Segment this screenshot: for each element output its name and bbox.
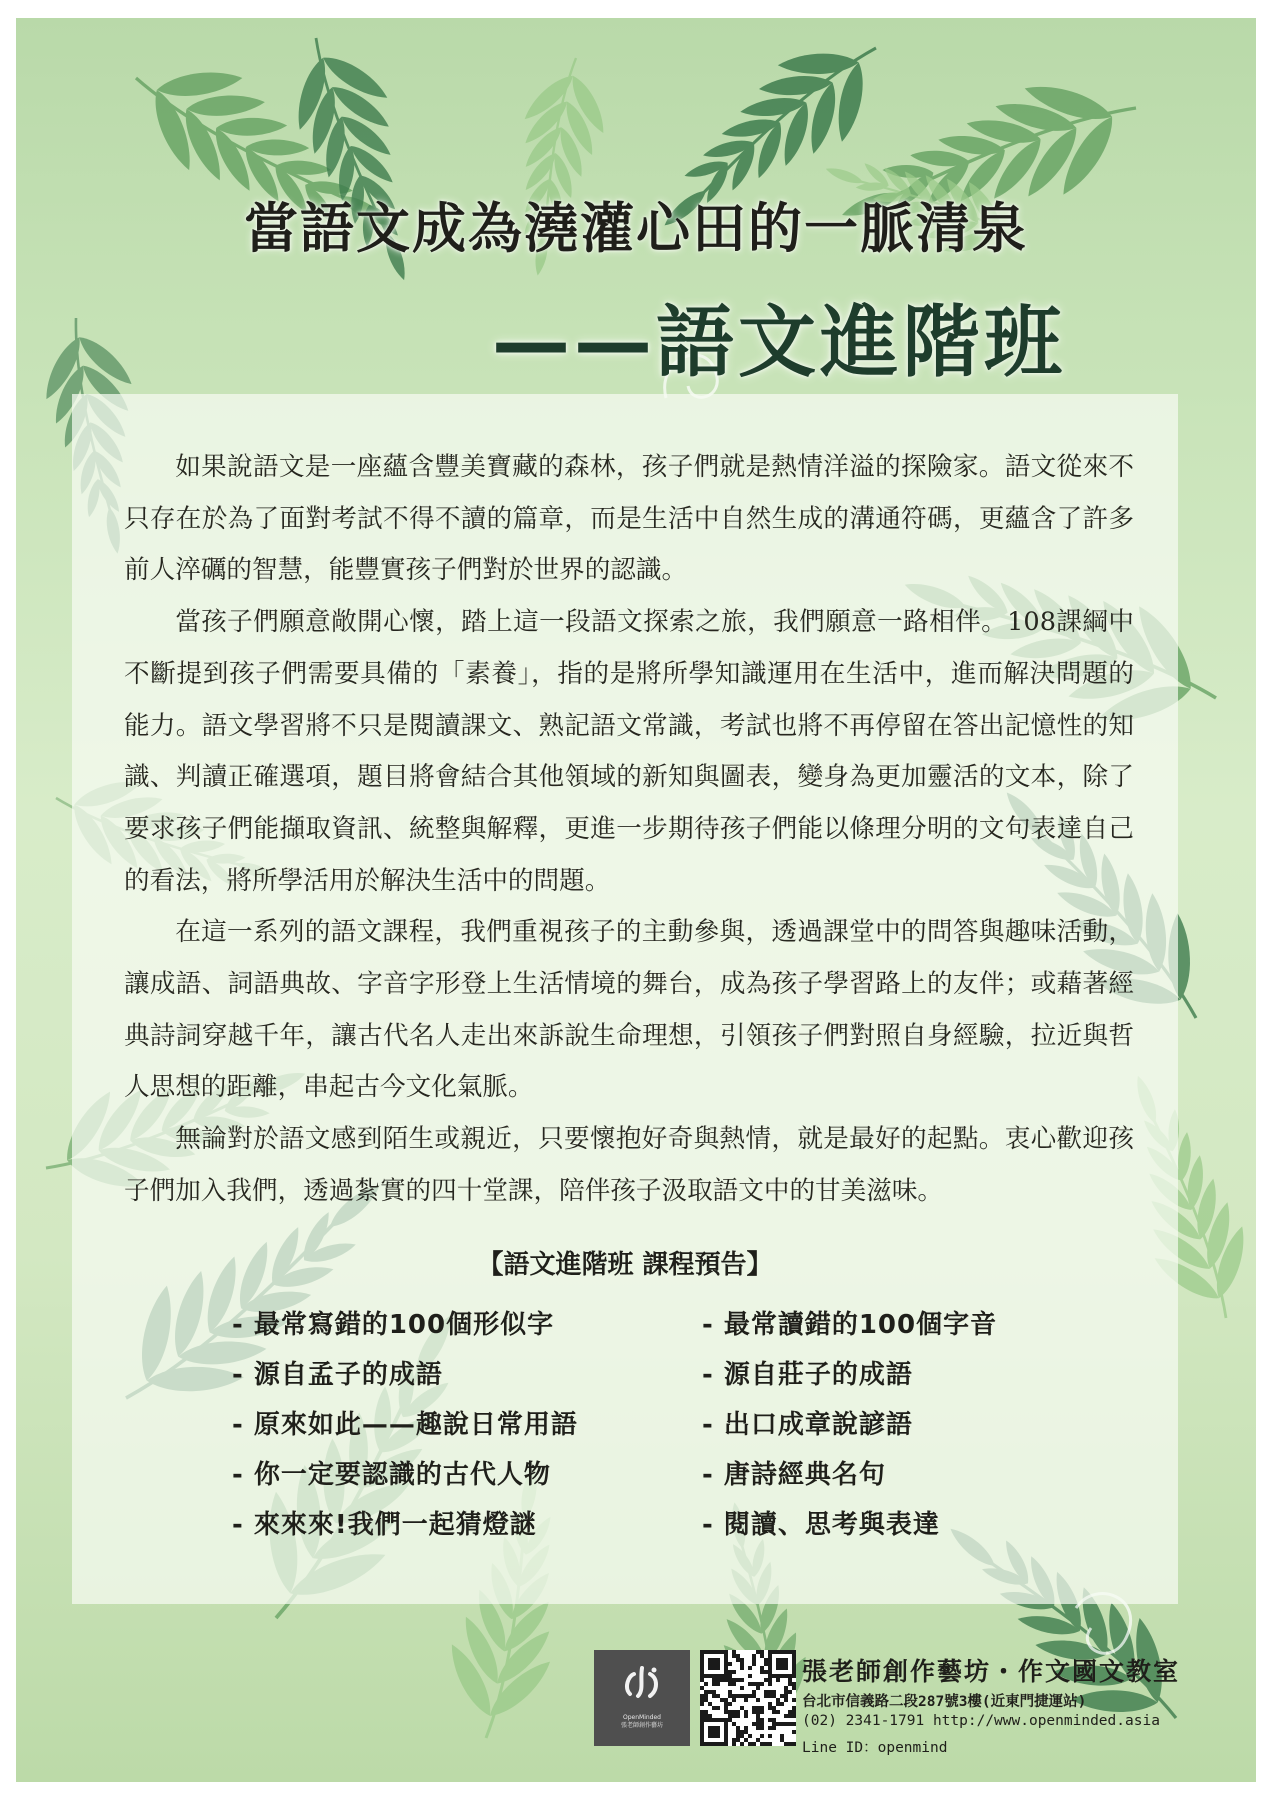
intro-paragraph: 無論對於語文感到陌生或親近，只要懷抱好奇與熱情，就是最好的起點。衷心歡迎孩子們加入我們，透過紮實的四十堂課，陪伴孩子汲取語文中的甘美滋味。 [124,1124,1134,1206]
intro-paragraph: 如果說語文是一座蘊含豐美寶藏的森林，孩子們就是熱情洋溢的探險家。語文從來不只存在於為了面對考試不得不讀的篇章，而是生活中自然生成的溝通符碼，更蘊含了許多前人淬礪的智慧，能豐實孩子們對於世界的認識。 [124,452,1134,586]
course-item: - 閱讀、思考與表達 [702,1510,940,1540]
logo-subtext: 張老師創作藝坊 [620,1722,663,1729]
content-panel [72,394,1178,1604]
course-item: - 你一定要認識的古代人物 [232,1460,551,1490]
logo-text: OpenMinded [623,1714,661,1721]
logo-mark-icon [594,1650,690,1714]
course-item: - 原來如此——趣說日常用語 [232,1410,578,1440]
qr-code-icon[interactable] [700,1650,796,1746]
course-item: - 最常讀錯的100個字音 [702,1310,998,1340]
studio-logo [594,1650,690,1746]
course-item: - 最常寫錯的100個形似字 [232,1310,555,1340]
course-item: - 源自莊子的成語 [702,1360,913,1390]
course-item: - 出口成章說諺語 [702,1410,913,1440]
course-preview-title: 【語文進階班 課程預告】 [477,1250,773,1280]
poster [16,18,1256,1782]
poster-subtitle: ——語文進階班 [491,298,1066,388]
intro-text [124,442,1134,1218]
studio-name: 張老師創作藝坊・作文國文教室 [802,1657,1181,1686]
logo-caption [594,1714,690,1730]
studio-line-id: Line ID：openmind [802,1740,948,1756]
course-item: - 來來來!我們一起猜燈謎 [232,1510,537,1540]
studio-phone-website: (02) 2341-1791 http://www.openminded.asia [802,1713,1160,1729]
intro-paragraph: 在這一系列的語文課程，我們重視孩子的主動參與，透過課堂中的問答與趣味活動，讓成語、詞語典故、字音字形登上生活情境的舞台，成為孩子學習路上的友伴；或藉著經典詩詞穿越千年，讓古代名人走出來訴說生命理想，引領孩子們對照自身經驗，拉近與哲人思想的距離，串起古今文化氣脈。 [124,917,1134,1103]
studio-address: 台北市信義路二段287號3樓(近東門捷運站) [802,1694,1087,1710]
course-item: - 唐詩經典名句 [702,1460,886,1490]
intro-paragraph: 當孩子們願意敞開心懷，踏上這一段語文探索之旅，我們願意一路相伴。108課綱中不斷提到孩子們需要具備的「素養」，指的是將所學知識運用在生活中，進而解決問題的能力。語文學習將不只是閱讀課文、熟記語文常識，考試也將不再停留在答出記憶性的知識、判讀正確選項，題目將會結合其他領域的新知與圖表，變身為更加靈活的文本，除了要求孩子們能擷取資訊、統整與解釋，更進一步期待孩子們能以條理分明的文句表達自己的看法，將所學活用於解決生活中的問題。 [124,607,1134,896]
course-item: - 源自孟子的成語 [232,1360,443,1390]
course-list [232,1309,1092,1541]
poster-title: 當語文成為澆灌心田的一脈清泉 [244,197,1028,260]
